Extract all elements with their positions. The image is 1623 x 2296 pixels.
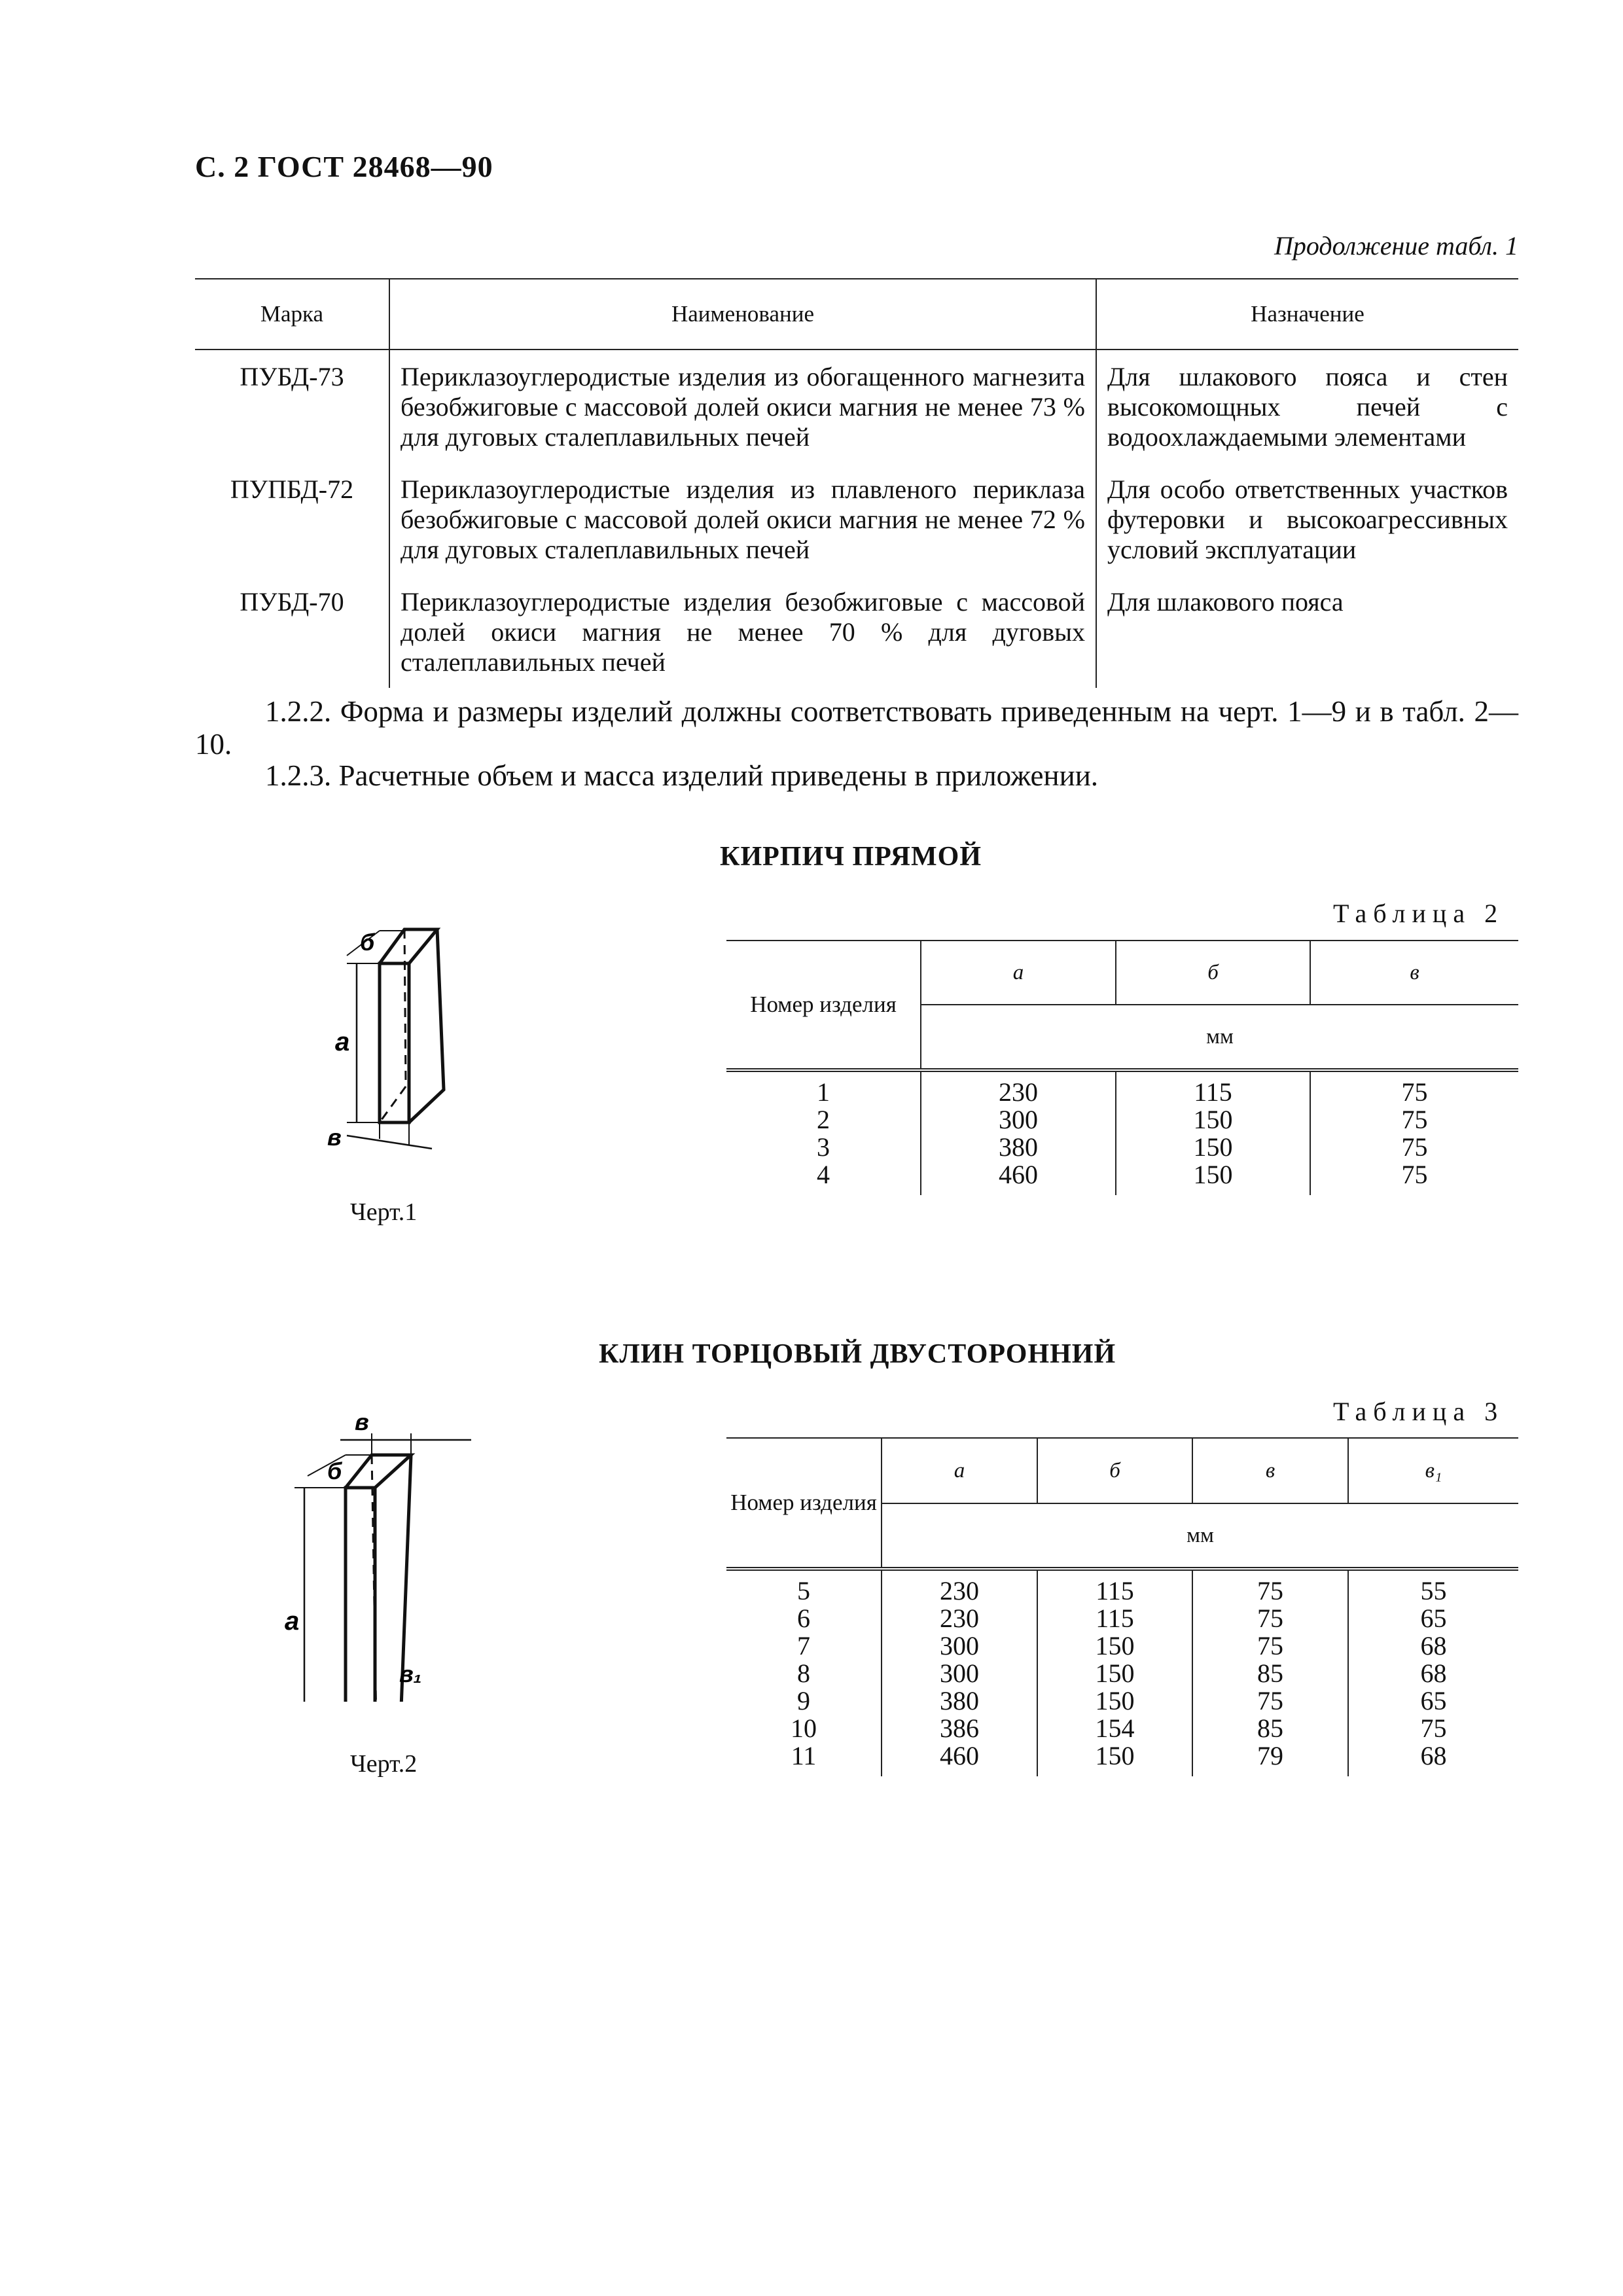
cell-v: 75	[1310, 1161, 1518, 1195]
cell-number: 1	[817, 1077, 830, 1107]
cell-number: 9	[797, 1686, 810, 1715]
section-title-straight-brick: КИРПИЧ ПРЯМОЙ	[720, 842, 982, 872]
cell-v1: 65	[1348, 1687, 1518, 1715]
name-cell: Периклазоуглеродистые изделия безобжиговые с массовой долей окиси магния не менее 70 % для дуговых сталеплавильных печей	[389, 575, 1096, 688]
page-header: С. 2 ГОСТ 28468—90	[195, 150, 493, 183]
cell-b: 115	[1037, 1571, 1192, 1605]
cell-b: 150	[1037, 1742, 1192, 1776]
purpose-cell: Для шлакового пояса	[1096, 575, 1518, 688]
cell-v: 75	[1192, 1571, 1348, 1605]
cell-v: 75	[1310, 1134, 1518, 1161]
table-row	[195, 350, 1518, 463]
cell-v1: 55	[1348, 1571, 1518, 1605]
cell-v: 75	[1192, 1632, 1348, 1660]
purpose-cell: Для шлакового пояса и стен высокомощных печей с водоохлаждаемыми элементами	[1096, 350, 1518, 463]
dim-label-v: в	[327, 1124, 342, 1151]
cell-v: 75	[1310, 1072, 1518, 1106]
cell-b: 150	[1116, 1134, 1310, 1161]
table-row	[726, 1571, 1518, 1605]
cell-b: 154	[1037, 1715, 1192, 1742]
paragraph-1-2-2	[195, 695, 1518, 761]
header-v: в	[1192, 1438, 1348, 1503]
mark-cell: ПУПБД-72	[230, 475, 354, 504]
cell-b: 150	[1037, 1687, 1192, 1715]
cell-v1: 68	[1348, 1742, 1518, 1776]
table-row	[726, 1687, 1518, 1715]
section-title-wedge: КЛИН ТОРЦОВЫЙ ДВУСТОРОННИЙ	[599, 1339, 1116, 1369]
dim-label-v1: в₁	[399, 1660, 422, 1687]
dim-label-b: б	[360, 929, 375, 956]
paragraph-text: 1.2.3. Расчетные объем и масса изделий приведены в приложении.	[265, 759, 1099, 792]
table-row	[726, 1161, 1518, 1195]
header-v: в	[1310, 941, 1518, 1005]
cell-a: 230	[921, 1072, 1116, 1106]
cell-v: 79	[1192, 1742, 1348, 1776]
header-number: Номер изделия	[726, 941, 921, 1070]
cell-v1: 68	[1348, 1660, 1518, 1687]
table-row	[726, 1106, 1518, 1134]
paragraph-text: 1.2.2. Форма и размеры изделий должны соответствовать приведенным на черт. 1—9 и в табл. 2—10.	[195, 695, 1518, 761]
wedge-drawing	[262, 1394, 484, 1702]
table-row	[726, 1605, 1518, 1632]
table-2	[726, 940, 1518, 1195]
header-unit: мм	[882, 1503, 1518, 1569]
table-row	[726, 1742, 1518, 1776]
brick-drawing	[308, 910, 478, 1172]
cell-number: 10	[791, 1713, 817, 1743]
cell-a: 230	[882, 1571, 1037, 1605]
cell-number: 6	[797, 1604, 810, 1633]
table-row	[726, 1632, 1518, 1660]
table-row	[195, 463, 1518, 575]
cell-number: 11	[791, 1741, 817, 1770]
cell-v: 75	[1310, 1106, 1518, 1134]
table-continuation-label: Продолжение табл. 1	[1274, 231, 1518, 260]
mark-cell: ПУБД-70	[240, 587, 344, 617]
cell-b: 115	[1116, 1072, 1310, 1106]
dim-label-b: б	[327, 1458, 342, 1484]
cell-b: 115	[1037, 1605, 1192, 1632]
cell-a: 300	[882, 1660, 1037, 1687]
table-2-caption: Таблица 2	[1333, 899, 1505, 928]
cell-b: 150	[1037, 1632, 1192, 1660]
header-purpose: Назначение	[1096, 279, 1518, 350]
name-cell: Периклазоуглеродистые изделия из обогащенного магнезита безобжиговые с массовой долей окиси магния не менее 73 % для дуговых сталеплавильных печей	[389, 350, 1096, 463]
header-v1: в₁	[1348, 1438, 1518, 1503]
header-b: б	[1037, 1438, 1192, 1503]
figure-2-caption: Черт.2	[350, 1750, 418, 1778]
table-row	[726, 1660, 1518, 1687]
cell-a: 230	[882, 1605, 1037, 1632]
header-unit: мм	[921, 1005, 1518, 1070]
figure-1-caption: Черт.1	[350, 1198, 418, 1226]
cell-b: 150	[1116, 1161, 1310, 1195]
cell-a: 460	[921, 1161, 1116, 1195]
cell-a: 300	[921, 1106, 1116, 1134]
cell-a: 380	[882, 1687, 1037, 1715]
mark-cell: ПУБД-73	[240, 362, 344, 391]
cell-b: 150	[1116, 1106, 1310, 1134]
header-b: б	[1116, 941, 1310, 1005]
header-mark: Марка	[195, 279, 389, 350]
header-a: а	[882, 1438, 1037, 1503]
table-1	[195, 278, 1518, 688]
cell-v: 75	[1192, 1605, 1348, 1632]
table-row	[195, 575, 1518, 688]
table-3	[726, 1437, 1518, 1776]
cell-v: 85	[1192, 1715, 1348, 1742]
cell-b: 150	[1037, 1660, 1192, 1687]
cell-a: 460	[882, 1742, 1037, 1776]
cell-v1: 68	[1348, 1632, 1518, 1660]
purpose-cell: Для особо ответственных участков футеровки и высокоагрессивных условий эксплуатации	[1096, 463, 1518, 575]
header-number: Номер изделия	[726, 1438, 882, 1569]
table-row	[726, 1715, 1518, 1742]
cell-number: 7	[797, 1631, 810, 1660]
cell-a: 386	[882, 1715, 1037, 1742]
dim-label-v: в	[355, 1408, 369, 1435]
dim-label-a: а	[285, 1607, 300, 1636]
cell-number: 4	[817, 1160, 830, 1189]
header-name: Наименование	[389, 279, 1096, 350]
header-a: а	[921, 941, 1116, 1005]
cell-v1: 65	[1348, 1605, 1518, 1632]
cell-v: 75	[1192, 1687, 1348, 1715]
name-cell: Периклазоуглеродистые изделия из плавленого периклаза безобжиговые с массовой долей окиси магния не менее 72 % для дуговых сталеплавильных печей	[389, 463, 1096, 575]
cell-number: 2	[817, 1105, 830, 1134]
cell-v: 85	[1192, 1660, 1348, 1687]
cell-a: 300	[882, 1632, 1037, 1660]
cell-a: 380	[921, 1134, 1116, 1161]
cell-v1: 75	[1348, 1715, 1518, 1742]
cell-number: 5	[797, 1576, 810, 1605]
paragraph-1-2-3	[195, 759, 1518, 792]
cell-number: 3	[817, 1132, 830, 1162]
table-3-caption: Таблица 3	[1333, 1397, 1505, 1426]
table-row	[726, 1134, 1518, 1161]
table-row	[726, 1072, 1518, 1106]
cell-number: 8	[797, 1659, 810, 1688]
dim-label-a: а	[335, 1028, 350, 1056]
